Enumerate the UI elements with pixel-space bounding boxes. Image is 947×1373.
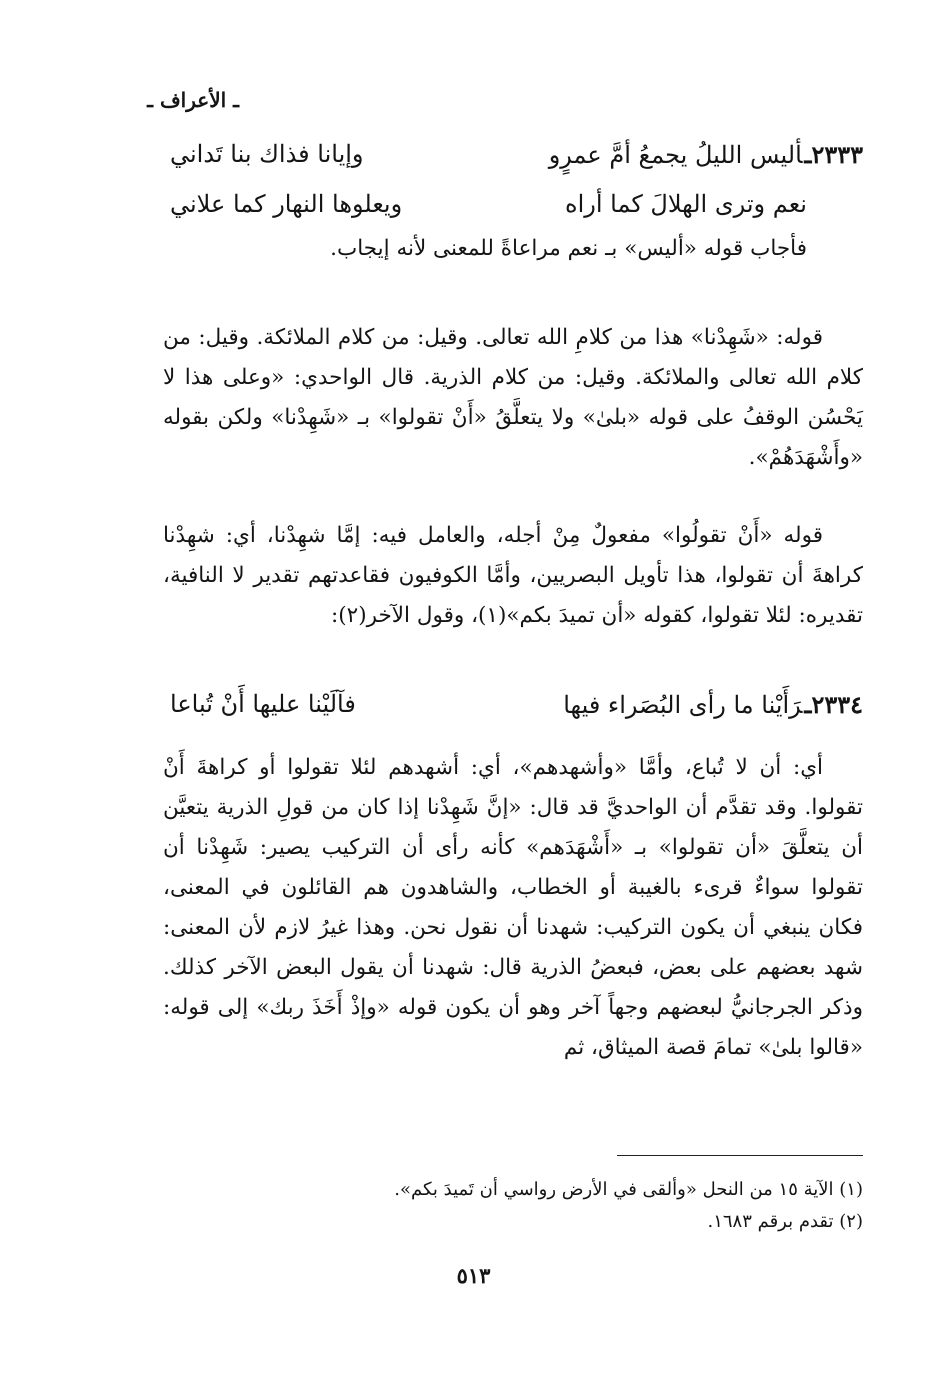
paragraph-shahidna: قوله: «شَهِدْنا» هذا من كلامِ الله تعالى. وقيل: من كلام الملائكة. وقيل: من كلام الله تعالى والملائكة. وقيل: من كلام الذرية. قال الواحدي: «وعلى هذا لا يَحْسُن الوقفُ على قوله «بلىٰ» ولا يتعلَّقُ «أَنْ تقولوا» بـ «شَهِدْنا» ولكن بقوله «وأَشْهَدَهُمْ». bbox=[163, 325, 863, 470]
paragraph-main: أي: أن لا تُباع، وأمَّا «وأشهدهم»، أي: أشهدهم لئلا تقولوا أو كراهةَ أَنْ تقولوا. وقد تقدَّم أن الواحديَّ قد قال: «إنَّ شَهِدْنا إذا كان من قولِ الذرية يتعيَّن أن يتعلَّقَ «أن تقولوا» بـ «أَشْهَدَهم» كأنه رأى أن التركيب يصير: شَهِدْنا أن تقولوا سواءٌ قرىء بالغيبة أو الخطاب، والشاهدون هم القائلون في المعنى، فكان ينبغي أن يكون التركيب: شهدنا أن نقول نحن. وهذا غيرُ لازم لأن المعنى: شهد بعضهم على بعض، فبعضُ الذرية قال: شهدنا أن يقول البعض الآخر كذلك. وذكر الجرجانيُّ لبعضهم وجهاً آخر وهو أن يكون قوله «وإذْ أَخَذَ ربك» إلى قوله: «قالوا بلىٰ» تمامَ قصة الميثاق، ثم bbox=[163, 755, 863, 1060]
verse-2333-line-1 bbox=[170, 140, 863, 176]
verse-number: ٢٣٣٣ـ bbox=[804, 140, 863, 169]
paragraph-an-taqulu: قوله «أَنْ تقولُوا» مفعولٌ مِنْ أجله، والعامل فيه: إمَّا شهِدْنا، أي: شهِدْنا كراهةَ أن تقولوا، هذا تأويل البصريين، وأمَّا الكوفيون فقاعدتهم تقدير لا النافية، تقديره: لئلا تقولوا، كقوله «أن تميدَ بكم»(١)، وقول الآخر(٢): bbox=[163, 523, 863, 628]
footnote-2: (٢) تقدم برقم ١٦٨٣. bbox=[707, 1211, 863, 1232]
verse-2333-hemistich-3: نعم وترى الهلالَ كما أراه bbox=[565, 190, 807, 218]
verse-2333-hemistich-4: ويعلوها النهار كما علاني bbox=[170, 190, 403, 218]
verse-2333-hemistich-2: وإيانا فذاك بنا تَداني bbox=[170, 140, 364, 168]
page-number: ٥١٣ bbox=[456, 1263, 491, 1288]
verse-2333-hemistich-1: ٢٣٣٣ـأليس الليلُ يجمعُ أمَّ عمرٍو bbox=[548, 140, 863, 169]
verse-2334 bbox=[170, 690, 863, 726]
footnotes bbox=[394, 1174, 863, 1238]
footnote-1: (١) الآية ١٥ من النحل «وألقى في الأرض رواسي أن تَميدَ بكم». bbox=[394, 1179, 863, 1200]
verse-2334-hemistich-2: فآلَيْنا عليها أَنْ تُباعا bbox=[170, 690, 356, 718]
verse-2334-hemistich-1: ٢٣٣٤ـرَأَيْنا ما رأى البُصَراء فيها bbox=[563, 690, 863, 719]
paragraph-verse-explanation: فأجاب قوله «أليس» بـ نعم مراعاةً للمعنى لأنه إيجاب. bbox=[330, 236, 807, 261]
running-header: ـ الأعراف ـ bbox=[147, 88, 239, 112]
verse-2333-line-2 bbox=[170, 190, 807, 226]
verse-number: ٢٣٣٤ـ bbox=[804, 690, 863, 719]
footnote-separator bbox=[617, 1155, 863, 1156]
